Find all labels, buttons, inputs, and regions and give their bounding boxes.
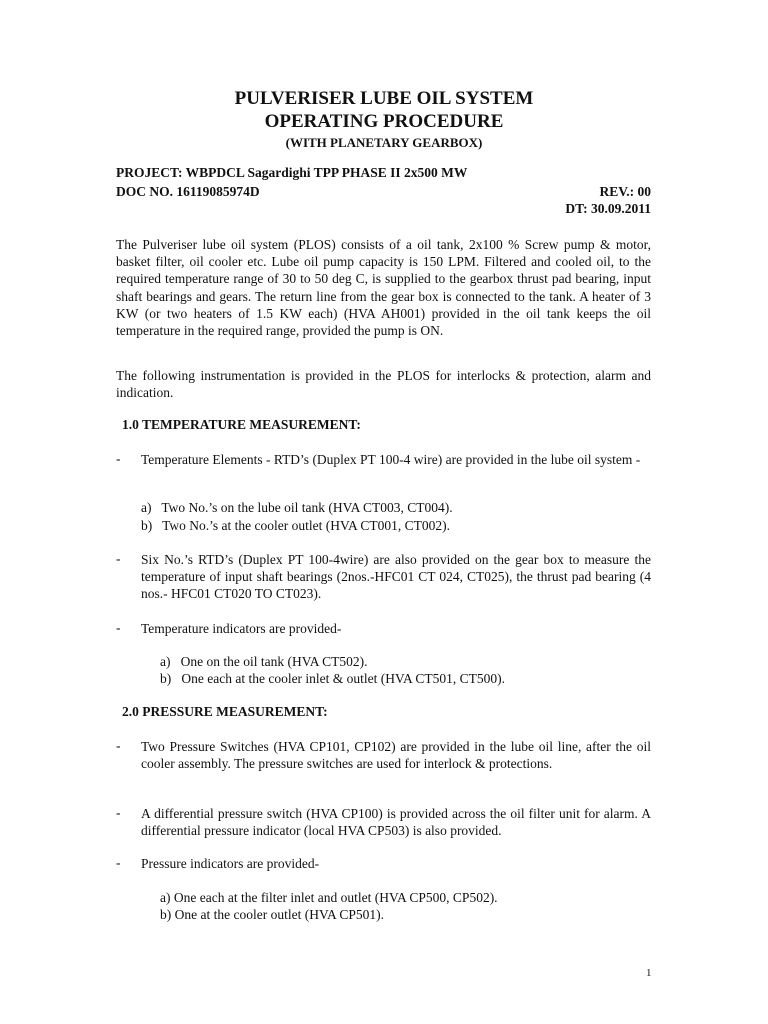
bullet-dash: - xyxy=(116,451,121,466)
bullet-dash: - xyxy=(116,551,121,566)
section1-bullet2: Six No.’s RTD’s (Duplex PT 100-4wire) are also provided on the gear box to measure the temperature of input shaft bearings (2nos.-HFC01 CT 024, CT025), the thrust pad bearing (4 nos.- HFC01 CT020 TO CT023). xyxy=(141,552,651,602)
doc-title-line1: PULVERISER LUBE OIL SYSTEM xyxy=(234,88,534,109)
section1-bullet1: Temperature Elements - RTD’s (Duplex PT 100-4 wire) are provided in the lube oil system - xyxy=(141,452,641,467)
section2-bullet2: A differential pressure switch (HVA CP100) is provided across the oil filter unit for alarm. A differential pressure indicator (local HVA CP503) is also provided. xyxy=(141,806,651,839)
section1-bullet1-b: b) Two No.’s at the cooler outlet (HVA CT001, CT002). xyxy=(141,518,451,533)
doc-number: DOC NO. 16119085974D xyxy=(116,184,260,199)
section1-heading: 1.0 TEMPERATURE MEASUREMENT: xyxy=(122,417,361,432)
section2-heading: 2.0 PRESSURE MEASUREMENT: xyxy=(122,704,328,719)
bullet-dash: - xyxy=(116,855,121,870)
page-number: 1 xyxy=(646,967,652,979)
section2-bullet3-b: b) One at the cooler outlet (HVA CP501). xyxy=(160,907,384,922)
intro-paragraph-2: The following instrumentation is provided in the PLOS for interlocks & protection, alarm and indication. xyxy=(116,368,651,401)
section2-bullet3: Pressure indicators are provided- xyxy=(141,856,320,871)
section1-bullet3-b: b) One each at the cooler inlet & outlet (HVA CT501, CT500). xyxy=(160,671,506,686)
section2-bullet1: Two Pressure Switches (HVA CP101, CP102) are provided in the lube oil line, after the oil cooler assembly. The pressure switches are used for interlock & protections. xyxy=(141,739,651,772)
bullet-dash: - xyxy=(116,620,121,635)
section1-bullet3-a: a) One on the oil tank (HVA CT502). xyxy=(160,654,368,669)
bullet-dash: - xyxy=(116,738,121,753)
section2-bullet3-a: a) One each at the filter inlet and outlet (HVA CP500, CP502). xyxy=(160,890,498,905)
project-line: PROJECT: WBPDCL Sagardighi TPP PHASE II 2x500 MW xyxy=(116,165,468,180)
intro-paragraph-1: The Pulveriser lube oil system (PLOS) consists of a oil tank, 2x100 % Screw pump & motor, basket filter, oil cooler etc. Lube oil pump capacity is 150 LPM. Filtered and cooled oil, to the required temperature range of 30 to 50 deg C, is supplied to the gearbox thrust pad bearing, input shaft bearings and gears. The return line from the gear box is connected to the tank. A heater of 3 KW (or two heaters of 1.5 KW each) (HVA AH001) provided in the oil tank keeps the oil temperature in the required range, provided the pump is ON. xyxy=(116,237,651,339)
revision: REV.: 00 xyxy=(599,184,651,199)
section1-bullet3: Temperature indicators are provided- xyxy=(141,621,342,636)
section1-bullet1-a: a) Two No.’s on the lube oil tank (HVA CT003, CT004). xyxy=(141,500,453,515)
bullet-dash: - xyxy=(116,805,121,820)
doc-title-line3: (WITH PLANETARY GEARBOX) xyxy=(285,135,483,150)
doc-date: DT: 30.09.2011 xyxy=(565,201,651,216)
doc-title-line2: OPERATING PROCEDURE xyxy=(264,111,504,132)
